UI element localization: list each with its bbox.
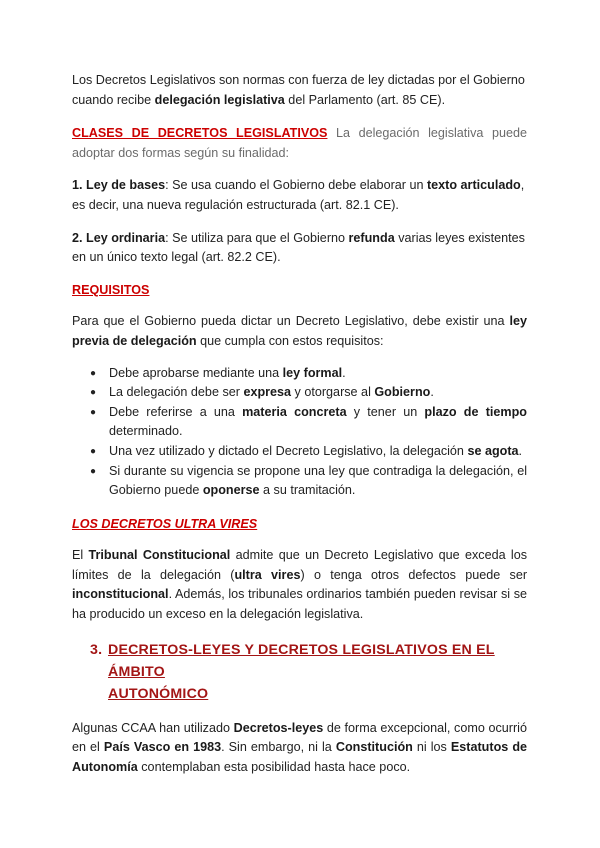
keyword: delegación legislativa	[154, 92, 285, 107]
section-heading-clases: CLASES DE DECRETOS LEGISLATIVOS	[72, 126, 328, 141]
bullet-icon: ●	[90, 445, 97, 457]
list-item: ● Una vez utilizado y dictado el Decreto Legislativo, la delegación se agota.	[72, 442, 527, 462]
item-ley-ordinaria: 2. Ley ordinaria: Se utiliza para que el Gobierno refunda varias leyes existentes en un único texto legal (art. 82.2 CE).	[72, 230, 525, 265]
bullet-icon: ●	[90, 406, 97, 418]
requisitos-heading-line	[72, 281, 527, 301]
requisitos-paragraph: Para que el Gobierno pueda dictar un Decreto Legislativo, debe existir una ley previa de delegación que cumpla con estos requisitos:	[72, 314, 527, 348]
section-number: 3.	[90, 641, 103, 658]
section-3-heading: 3. DECRETOS-LEYES Y DECRETOS LEGISLATIVOS EN EL ÁMBITO AUTONÓMICO	[72, 639, 527, 705]
list-item: ● Debe referirse a una materia concreta y tener un plazo de tiempo determinado.	[90, 404, 527, 439]
ccaa-paragraph: Algunas CCAA han utilizado Decretos-leyes de forma excepcional, como ocurrió en el País Vasco en 1983. Sin embargo, ni la Constitución ni los Estatutos de Autonomía contemplaban esta posibilidad hasta hace poco.	[72, 720, 528, 774]
requisitos-list	[72, 364, 527, 501]
list-item: ● La delegación debe ser expresa y otorgarse al Gobierno.	[72, 383, 527, 403]
ultra-heading-line	[72, 515, 527, 535]
list-item: ● Debe aprobarse mediante una ley formal.	[72, 364, 527, 384]
intro-paragraph: Los Decretos Legislativos son normas con fuerza de ley dictadas por el Gobierno cuando recibe delegación legislativa del Parlamento (art. 85 CE).	[72, 73, 525, 107]
bullet-icon: ●	[90, 465, 97, 477]
bullet-icon: ●	[90, 387, 97, 399]
clases-paragraph: CLASES DE DECRETOS LEGISLATIVOS La delegación legislativa puede adoptar dos formas según su finalidad:	[72, 126, 528, 160]
bullet-icon: ●	[90, 367, 97, 379]
ultra-paragraph: El Tribunal Constitucional admite que un Decreto Legislativo que exceda los límites de la delegación (ultra vires) o tenga otros defectos puede ser inconstitucional. Además, los tribunales ordinarios también pueden revisar si se ha producido un exceso en la delegación legislativa.	[72, 548, 528, 622]
item-ley-de-bases: 1. Ley de bases: Se usa cuando el Gobierno debe elaborar un texto articulado, es decir, una nueva regulación estructurada (art. 82.1 CE).	[72, 178, 525, 212]
section-heading-requisitos: REQUISITOS	[72, 282, 150, 297]
document-page	[72, 71, 527, 777]
list-item: ● Si durante su vigencia se propone una ley que contradiga la delegación, el Gobierno puede oponerse a su tramitación.	[90, 463, 527, 498]
section-heading-ultra-vires: LOS DECRETOS ULTRA VIRES	[72, 516, 258, 531]
